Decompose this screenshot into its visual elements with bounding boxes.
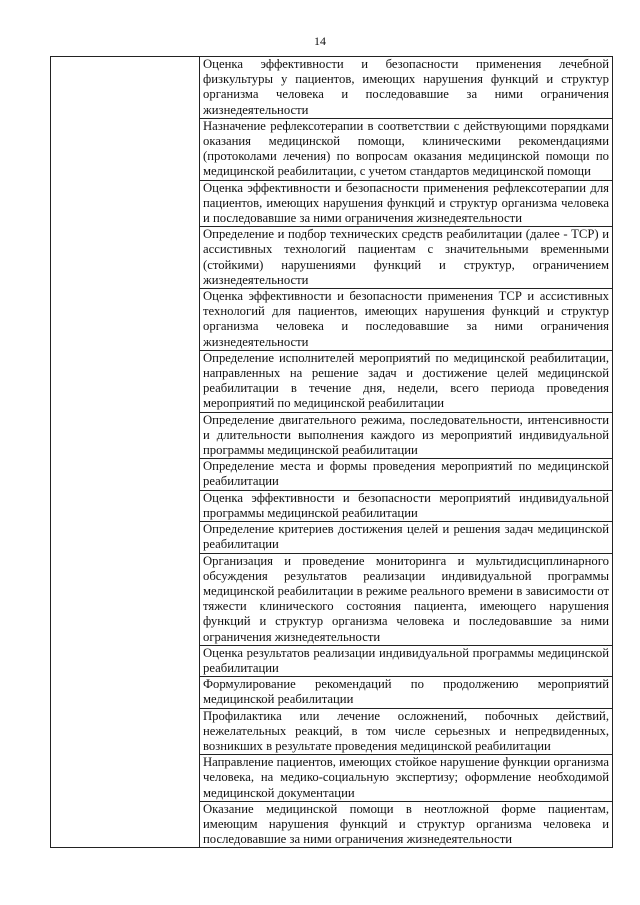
action-cell: Оказание медицинской помощи в неотложной форме пациентам, имеющим нарушения функций и структур организма человека и последовавшие за ними ограничения жизнедеятельности bbox=[200, 801, 613, 848]
action-cell: Оценка эффективности и безопасности мероприятий индивидуальной программы медицинской реабилитации bbox=[200, 490, 613, 521]
action-cell: Определение исполнителей мероприятий по медицинской реабилитации, направленных на решение задач и достижение целей медицинской реабилитации в течение дня, недели, всего периода проведения мероприятий по медицинской реабилитации bbox=[200, 350, 613, 412]
action-cell: Определение и подбор технических средств реабилитации (далее - ТСР) и ассистивных технологий пациентам с значительными временными (стойкими) нарушениями функций и структур, ограничением жизнедеятельности bbox=[200, 227, 613, 289]
label-column-empty bbox=[51, 57, 200, 848]
action-cell: Оценка эффективности и безопасности применения ТСР и ассистивных технологий для пациентов, имеющих нарушения функций и структур организма человека и последовавшие за ними ограничения жизнедеятельности bbox=[200, 289, 613, 351]
action-cell: Оценка эффективности и безопасности применения лечебной физкультуры у пациентов, имеющих нарушения функций и структур организма человека и последовавшие за ними ограничения жизнедеятельности bbox=[200, 57, 613, 119]
labor-actions-table bbox=[50, 56, 613, 848]
action-cell: Направление пациентов, имеющих стойкое нарушение функции организма человека, на медико-социальную экспертизу; оформление необходимой медицинской документации bbox=[200, 755, 613, 802]
action-cell: Оценка эффективности и безопасности применения рефлексотерапии для пациентов, имеющих нарушения функций и структур организма человека и последовавшие за ними ограничения жизнедеятельности bbox=[200, 180, 613, 227]
action-cell: Профилактика или лечение осложнений, побочных действий, нежелательных реакций, в том числе серьезных и непредвиденных, возникших в результате проведения медицинской реабилитации bbox=[200, 708, 613, 755]
action-cell: Формулирование рекомендаций по продолжению мероприятий медицинской реабилитации bbox=[200, 677, 613, 708]
action-cell: Определение места и формы проведения мероприятий по медицинской реабилитации bbox=[200, 459, 613, 490]
action-cell: Определение двигательного режима, последовательности, интенсивности и длительности выполнения каждого из мероприятий индивидуальной программы медицинской реабилитации bbox=[200, 412, 613, 459]
action-cell: Оценка результатов реализации индивидуальной программы медицинской реабилитации bbox=[200, 645, 613, 676]
action-cell: Организация и проведение мониторинга и мультидисциплинарного обсуждения результатов реализации индивидуальной программы медицинской реабилитации в режиме реального времени в зависимости от тяжести клинического состояния пациента, имеющего нарушения функций и структур организма человека и последовавшие за ними ограничения жизнедеятельности bbox=[200, 553, 613, 645]
action-cell: Назначение рефлексотерапии в соответствии с действующими порядками оказания медицинской помощи, клиническими рекомендациями (протоколами лечения) по вопросам оказания медицинской помощи по медицинской реабилитации, с учетом стандартов медицинской помощи bbox=[200, 118, 613, 180]
page-number: 14 bbox=[314, 34, 326, 48]
action-cell: Определение критериев достижения целей и решения задач медицинской реабилитации bbox=[200, 522, 613, 553]
table-row bbox=[51, 57, 613, 119]
